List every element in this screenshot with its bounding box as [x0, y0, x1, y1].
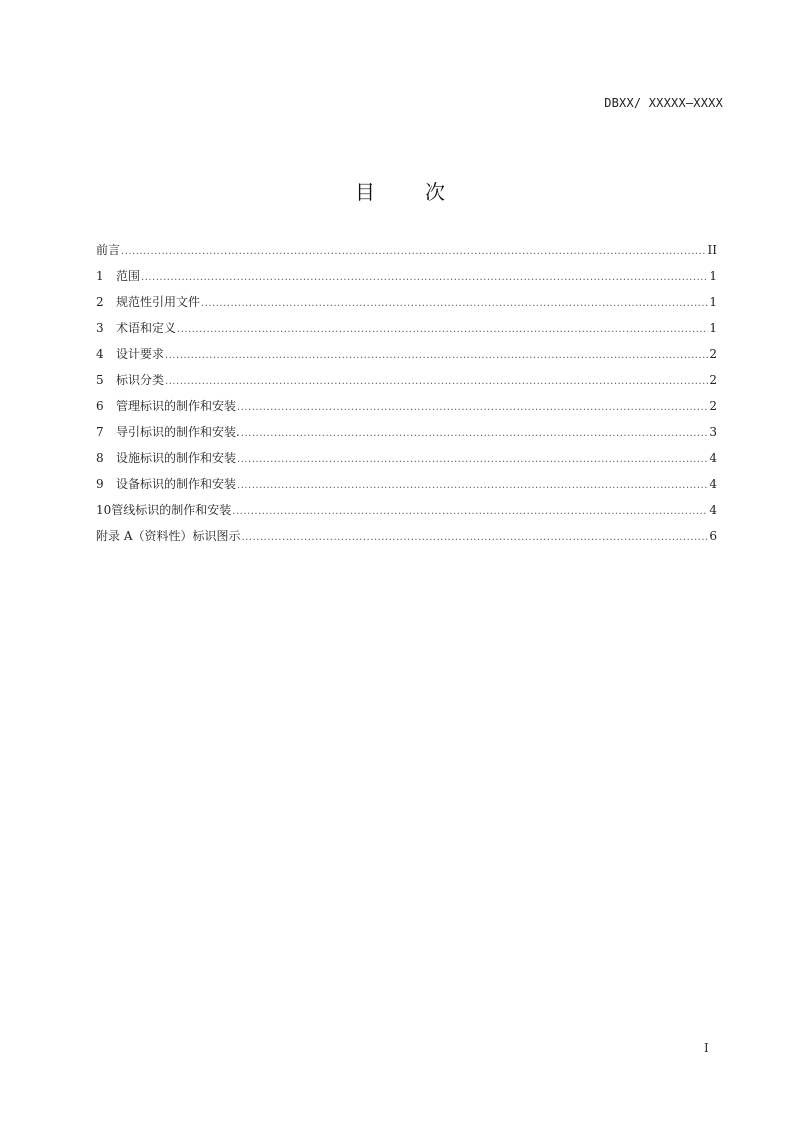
toc-entry-page: 1: [709, 321, 717, 335]
toc-entry-page: 3: [709, 425, 717, 439]
toc-entry-sign-classification[interactable]: [96, 370, 717, 396]
dot-leader: [177, 320, 708, 340]
table-of-contents: [96, 240, 717, 552]
toc-entry-foreword[interactable]: [96, 240, 717, 266]
toc-entry-label: 导引标识的制作和安装.: [116, 425, 240, 439]
toc-entry-scope[interactable]: [96, 266, 717, 292]
toc-entry-page: 1: [709, 269, 717, 283]
dot-leader: [237, 450, 708, 470]
dot-leader: [201, 294, 708, 314]
toc-entry-equipment-signs[interactable]: [96, 474, 717, 500]
toc-entry-page: 1: [709, 295, 717, 309]
title-char-2: 次: [425, 180, 445, 204]
toc-entry-label: 设计要求: [116, 347, 165, 361]
document-code: DBXX/ XXXXX—XXXX: [604, 96, 723, 110]
toc-entry-label: 管理标识的制作和安装: [116, 399, 237, 413]
dot-leader: [165, 372, 708, 392]
toc-entry-label: 术语和定义: [116, 321, 177, 335]
dot-leader: [237, 476, 708, 496]
toc-entry-page: 4: [709, 477, 717, 491]
toc-entry-facility-signs[interactable]: [96, 448, 717, 474]
toc-entry-pipeline-signs[interactable]: [96, 500, 717, 526]
dot-leader: [237, 398, 708, 418]
dot-leader: [165, 346, 708, 366]
toc-entry-guidance-signs[interactable]: [96, 422, 717, 448]
toc-entry-label: 前言: [96, 243, 121, 257]
toc-entry-page: 6: [709, 529, 717, 543]
dot-leader: [141, 268, 708, 288]
page-title: [0, 176, 800, 205]
toc-entry-appendix-a[interactable]: [96, 526, 717, 552]
toc-entry-page: 2: [709, 399, 717, 413]
toc-entry-page: II: [707, 243, 717, 257]
toc-entry-label: 设施标识的制作和安装: [116, 451, 237, 465]
toc-entry-number: 2: [96, 295, 104, 309]
toc-entry-label: 规范性引用文件: [116, 295, 201, 309]
toc-entry-label: 标识分类: [116, 373, 165, 387]
toc-entry-page: 4: [709, 503, 717, 517]
toc-entry-number: 1: [96, 269, 104, 283]
toc-entry-number: 4: [96, 347, 104, 361]
toc-entry-label: 管线标识的制作和安装: [111, 503, 232, 517]
toc-entry-page: 4: [709, 451, 717, 465]
toc-entry-label: 范围: [116, 269, 141, 283]
toc-entry-design-requirements[interactable]: [96, 344, 717, 370]
dot-leader: [232, 502, 708, 522]
title-char-1: 目: [355, 180, 375, 204]
toc-entry-management-signs[interactable]: [96, 396, 717, 422]
toc-entry-number: 5: [96, 373, 104, 387]
toc-entry-number: 3: [96, 321, 104, 335]
dot-leader: [241, 424, 709, 444]
page-number: I: [704, 1041, 709, 1055]
toc-entry-terms-definitions[interactable]: [96, 318, 717, 344]
toc-entry-number: 9: [96, 477, 104, 491]
toc-entry-page: 2: [709, 373, 717, 387]
toc-entry-normative-references[interactable]: [96, 292, 717, 318]
toc-entry-number: 7: [96, 425, 104, 439]
dot-leader: [241, 528, 708, 548]
toc-entry-label: 设备标识的制作和安装: [116, 477, 237, 491]
toc-entry-label: 附录 A（资料性）标识图示: [96, 529, 241, 543]
toc-entry-number: 8: [96, 451, 104, 465]
toc-entry-page: 2: [709, 347, 717, 361]
toc-entry-number: 10: [96, 503, 112, 517]
dot-leader: [121, 242, 707, 262]
toc-entry-number: 6: [96, 399, 104, 413]
